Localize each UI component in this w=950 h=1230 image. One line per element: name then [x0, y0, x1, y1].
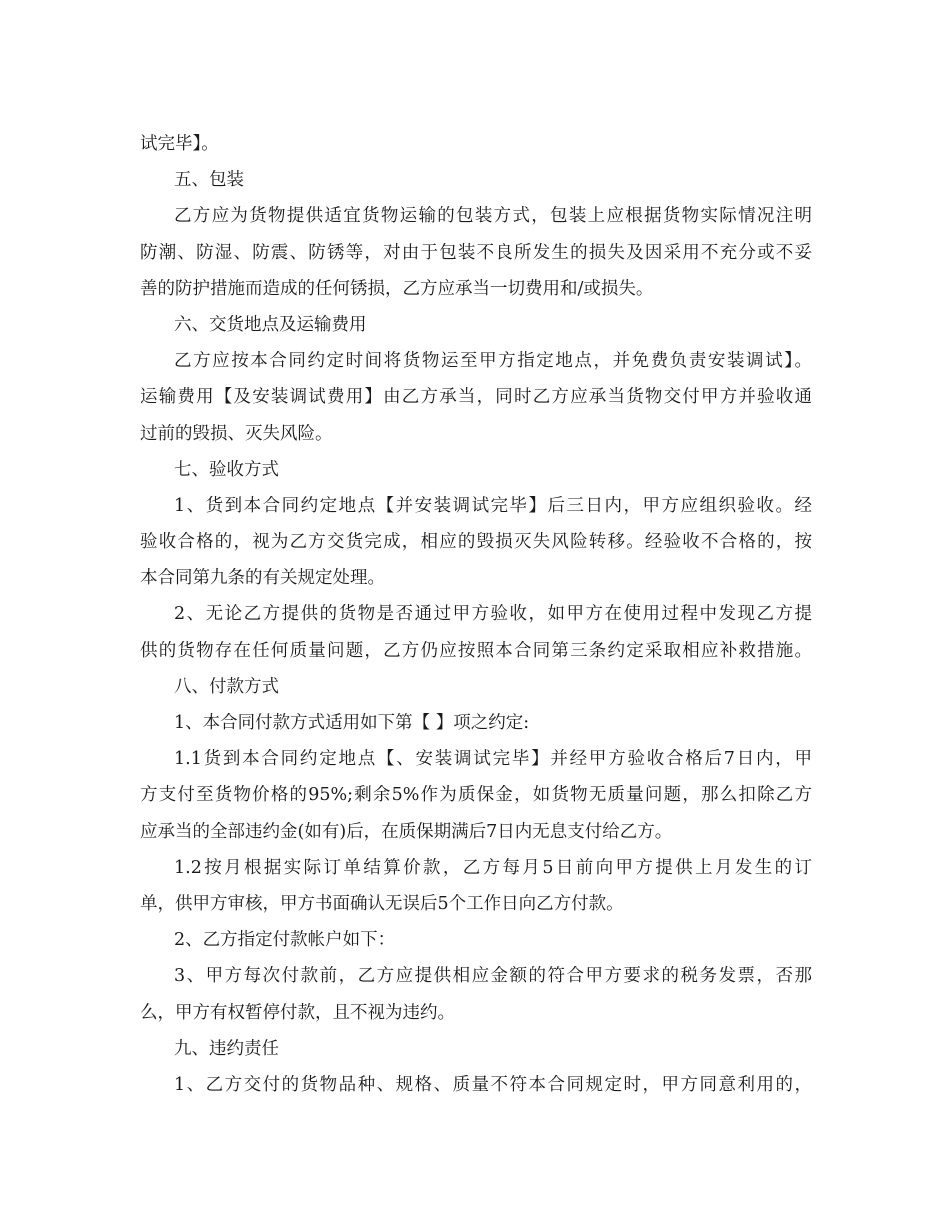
text-line-6: 六、交货地点及运输费用	[174, 314, 367, 335]
text-line-21: 1.2按月根据实际订单结算价款，乙方每月5日前向甲方提供上月发生的订	[174, 857, 812, 878]
text-line-9: 过前的毁损、灭失风险。	[140, 423, 333, 444]
text-line-25: 么，甲方有权暂停付款，且不视为违约。	[140, 1002, 455, 1023]
text-line-17: 1、本合同付款方式适用如下第【 】项之约定:	[174, 713, 530, 733]
text-line-1: 试完毕】。	[140, 134, 219, 154]
text-line-10: 七、验收方式	[174, 459, 279, 480]
text-line-19: 方支付至货物价格的95%;剩余5%作为质保金，如货物无质量问题，那么扣除乙方	[140, 785, 812, 806]
text-line-15: 供的货物存在任何质量问题，乙方仍应按照本合同第三条约定采取相应补救措施。	[140, 640, 812, 661]
text-line-24: 3、甲方每次付款前，乙方应提供相应金额的符合甲方要求的税务发票，否那	[174, 966, 812, 987]
text-line-27: 1、乙方交付的货物品种、规格、质量不符本合同规定时，甲方同意利用的，	[174, 1074, 812, 1095]
text-line-23: 2、乙方指定付款帐户如下：	[174, 930, 396, 951]
text-line-2: 五、包装	[174, 170, 244, 191]
text-line-7: 乙方应按本合同约定时间将货物运至甲方指定地点，并免费负责安装调试】。	[174, 351, 812, 372]
text-line-5: 善的防护措施而造成的任何锈损，乙方应承当一切费用和/或损失。	[140, 278, 654, 299]
text-line-11: 1、货到本合同约定地点【并安装调试完毕】后三日内，甲方应组织验收。经	[174, 495, 812, 516]
text-line-22: 单，供甲方审核，甲方书面确认无误后5个工作日向乙方付款。	[140, 893, 624, 914]
text-line-20: 应承当的全部违约金(如有)后，在质保期满后7日内无息支付给乙方。	[140, 821, 673, 842]
text-line-14: 2、无论乙方提供的货物是否通过甲方验收，如甲方在使用过程中发现乙方提	[174, 604, 812, 625]
text-line-12: 验收合格的，视为乙方交货完成，相应的毁损灭失风险转移。经验收不合格的，按	[140, 532, 812, 553]
text-line-26: 九、违约责任	[174, 1038, 279, 1059]
document-body	[140, 126, 812, 1103]
text-line-4: 防潮、防湿、防震、防锈等，对由于包装不良所发生的损失及因采用不充分或不妥	[140, 242, 812, 263]
text-line-3: 乙方应为货物提供适宜货物运输的包装方式，包装上应根据货物实际情况注明	[174, 206, 812, 227]
text-line-13: 本合同第九条的有关规定处理。	[140, 568, 385, 589]
text-line-16: 八、付款方式	[174, 676, 279, 697]
text-line-18: 1.1货到本合同约定地点【、安装调试完毕】并经甲方验收合格后7日内，甲	[174, 749, 812, 770]
text-line-8: 运输费用【及安装调试费用】由乙方承当，同时乙方应承当货物交付甲方并验收通	[140, 387, 812, 408]
